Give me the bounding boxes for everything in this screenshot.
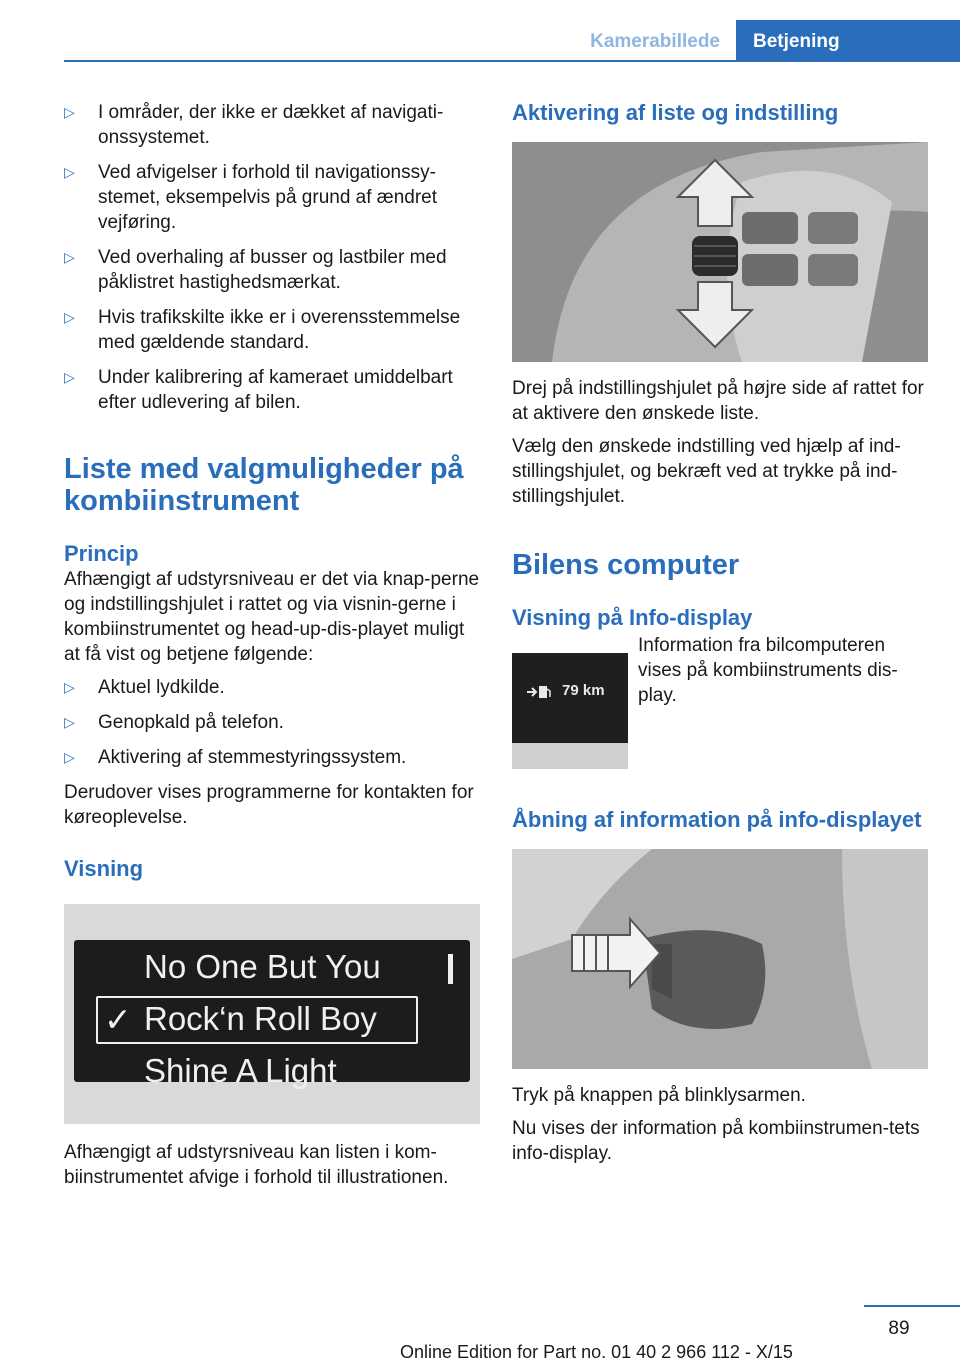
triangle-right-icon: ▷ — [64, 679, 75, 695]
fuel-pump-icon — [526, 683, 552, 701]
list-item: ▷ I områder, der ikke er dækket af navigati-onssystemet. — [64, 102, 444, 148]
display-item-1: No One But You — [144, 948, 381, 985]
page-header — [0, 20, 960, 62]
scrollbar-indicator — [448, 954, 453, 984]
bullet-list-top — [64, 100, 482, 415]
info-text: Information fra bilcomputeren vises på kombiinstruments dis-play. — [638, 635, 898, 706]
display-figure — [64, 904, 480, 1124]
activation-heading: Aktivering af liste og indstilling — [512, 100, 839, 125]
section-tab: Kamerabillede — [590, 31, 720, 52]
list-item: ▷ Genopkald på telefon. — [64, 712, 284, 733]
activation-text-1: Drej på indstillingshjulet på højre side af rattet for at aktivere den ønskede liste. — [512, 378, 924, 424]
list-item: ▷ Ved overhaling af busser og lastbiler med påklistret hastighedsmærkat. — [64, 247, 447, 293]
triangle-right-icon: ▷ — [64, 104, 75, 120]
triangle-right-icon: ▷ — [64, 714, 75, 730]
list-item: ▷ Aktivering af stemmestyringssystem. — [64, 747, 407, 768]
footer-rule — [864, 1305, 960, 1307]
page-number: 89 — [888, 1318, 910, 1339]
list-item: ▷ Aktuel lydkilde. — [64, 677, 225, 698]
triangle-right-icon: ▷ — [64, 369, 75, 385]
open-text-1: Tryk på knappen på blinklysarmen. — [512, 1085, 806, 1106]
steering-wheel-figure — [512, 142, 928, 362]
activation-text-2: Vælg den ønskede indstilling ved hjælp af ind-stillingshjulet, og bekræft ved at trykke på ind-stillingshjulet. — [512, 436, 901, 507]
principle-text: Afhængigt af udstyrsniveau er det via knap-perne og indstillingshjulet i rattet og via visnin-gerne i kombiinstrumentet og head-up-dis-playet muligt at få vist og betjene følgende: — [64, 569, 480, 665]
triangle-right-icon: ▷ — [64, 164, 75, 180]
list-item: ▷ Ved afvigelser i forhold til navigationssy-stemet, eksempelvis på grund af ændret vejføring. — [64, 162, 438, 233]
list-item: ▷ Hvis trafikskilte ikke er i overensstemmelse med gældende standard. — [64, 307, 461, 353]
principle-heading: Princip — [64, 541, 139, 566]
triangle-right-icon: ▷ — [64, 249, 75, 265]
left-column — [64, 100, 482, 1198]
range-readout: 79 km — [562, 682, 605, 699]
extra-text: Derudover vises programmerne for kontakten for køreoplevelse. — [64, 782, 474, 828]
bullet-list-mid — [64, 675, 482, 770]
turn-signal-illustration — [512, 849, 928, 1069]
display-caption: Afhængigt af udstyrsniveau kan listen i kom-biinstrumentet afvige i forhold til illustrationen. — [64, 1142, 449, 1188]
turn-signal-figure — [512, 849, 928, 1069]
computer-title: Bilens computer — [512, 549, 740, 581]
info-heading: Visning på Info-display — [512, 605, 753, 630]
section-title-list: Liste med valgmuligheder på kombiinstrument — [64, 453, 464, 517]
right-column — [512, 100, 930, 1174]
info-block — [512, 633, 930, 773]
display-item-3: Shine A Light — [144, 1052, 337, 1089]
steering-wheel-illustration — [512, 142, 928, 362]
check-icon: ✓ — [104, 1001, 132, 1038]
edition-line: Online Edition for Part no. 01 40 2 966 112 - X/15 — [400, 1342, 793, 1362]
list-item: ▷ Under kalibrering af kameraet umiddelbart efter udlevering af bilen. — [64, 367, 453, 413]
open-text-2: Nu vises der information på kombiinstrumen-tets info-display. — [512, 1118, 920, 1164]
info-display-figure — [512, 653, 628, 769]
display-heading: Visning — [64, 856, 144, 881]
header-rule — [64, 60, 960, 62]
open-heading: Åbning af information på info-displayet — [512, 807, 922, 832]
triangle-right-icon: ▷ — [64, 749, 75, 765]
triangle-right-icon: ▷ — [64, 309, 75, 325]
chapter-tab: Betjening — [736, 20, 960, 62]
display-item-2: Rock‘n Roll Boy — [144, 1000, 377, 1037]
